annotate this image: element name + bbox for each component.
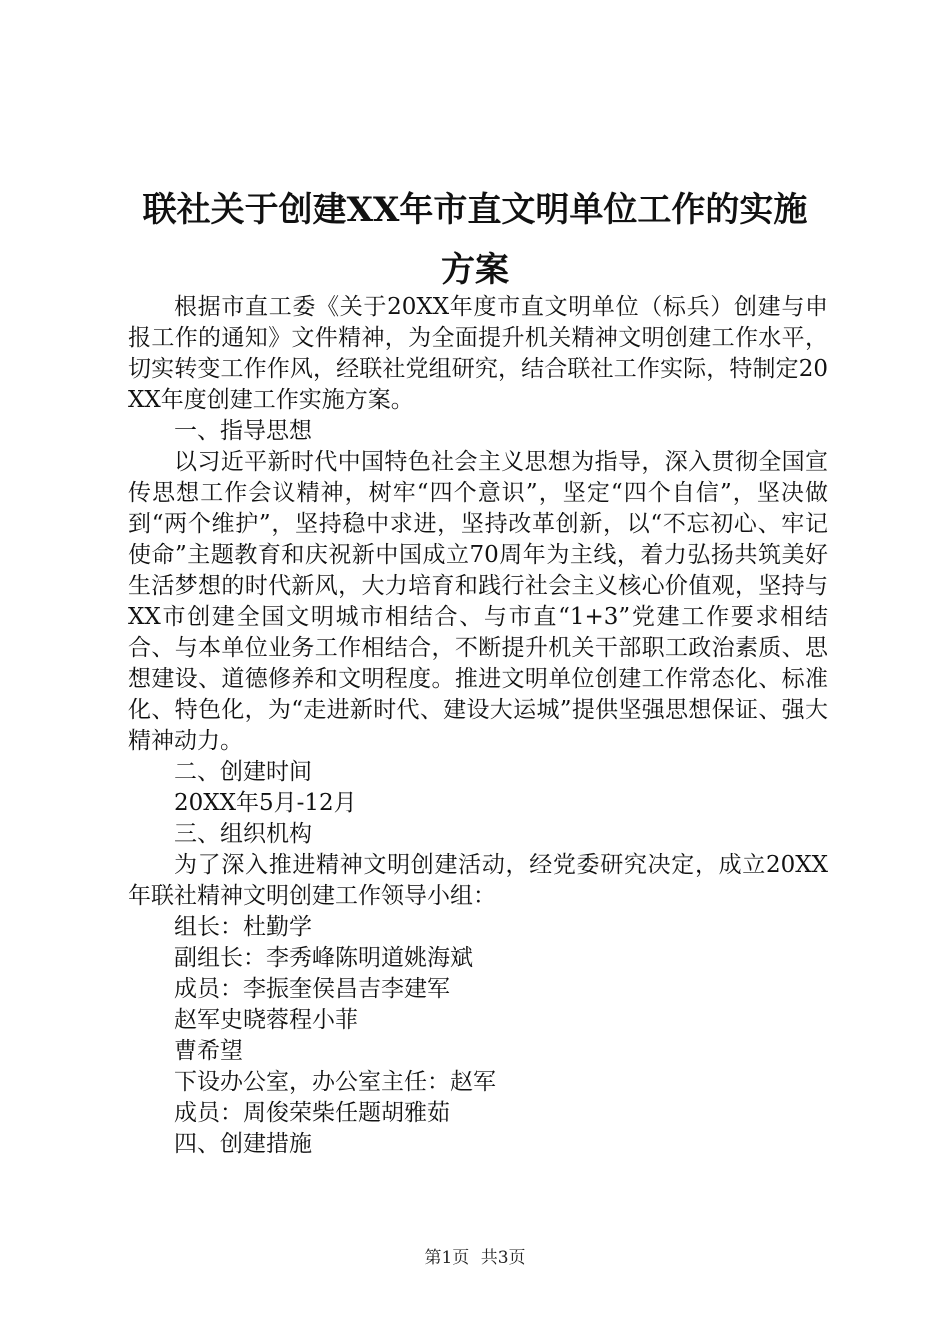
guiding-ideology-paragraph: 以习近平新时代中国特色社会主义思想为指导，深入贯彻全国宣传思想工作会议精神，树牢“四个意识”，坚定“四个自信”，坚决做到“两个维护”，坚持稳中求进，坚持改革创新，以“不忘初心、牢记使命”主题教育和庆祝新中国成立70周年为主线，着力弘扬共筑美好生活梦想的时代新风，大力培育和践行社会主义核心价值观，坚持与XX市创建全国文明城市相结合、与市直“1+3”党建工作要求相结合、与本单位业务工作相结合，不断提升机关干部职工政治素质、思想建设、道德修养和文明程度。推进文明单位创建工作常态化、标准化、特色化，为“走进新时代、建设大运城”提供坚强思想保证、强大精神动力。: [128, 449, 828, 754]
page-footer: [0, 1243, 950, 1268]
organization-paragraph: 为了深入推进精神文明创建活动，经党委研究决定，成立20XX年联社精神文明创建工作领导小组：: [128, 852, 828, 909]
members-line-1: 成员：李振奎侯昌吉李建军: [174, 976, 450, 1002]
office-members-line: 成员：周俊荣柴任题胡雅茹: [174, 1100, 450, 1126]
office-director-line: 下设办公室，办公室主任：赵军: [174, 1069, 496, 1095]
members-line-2: 赵军史晓蓉程小菲: [174, 1007, 358, 1033]
leader-line: 组长：杜勤学: [174, 914, 312, 940]
intro-paragraph: 根据市直工委《关于20XX年度市直文明单位（标兵）创建与申报工作的通知》文件精神，为全面提升机关精神文明创建工作水平，切实转变工作作风，经联社党组研究，结合联社工作实际，特制定20XX年度创建工作实施方案。: [128, 294, 828, 413]
document-title-line2: 方案: [441, 250, 509, 290]
page-number: 第1页: [424, 1248, 470, 1268]
section-heading-guiding-ideology: 一、指导思想: [174, 418, 312, 444]
creation-time-text: 20XX年5月-12月: [174, 790, 357, 816]
document-title-line1: 联社关于创建XX年市直文明单位工作的实施: [142, 190, 808, 230]
section-heading-measures: 四、创建措施: [174, 1131, 312, 1157]
members-line-3: 曹希望: [174, 1038, 243, 1064]
section-heading-creation-time: 二、创建时间: [174, 759, 312, 785]
section-heading-organization: 三、组织机构: [174, 821, 312, 847]
deputy-leader-line: 副组长：李秀峰陈明道姚海斌: [174, 945, 473, 971]
page-total: 共3页: [480, 1248, 526, 1268]
document-body: [128, 292, 828, 1160]
